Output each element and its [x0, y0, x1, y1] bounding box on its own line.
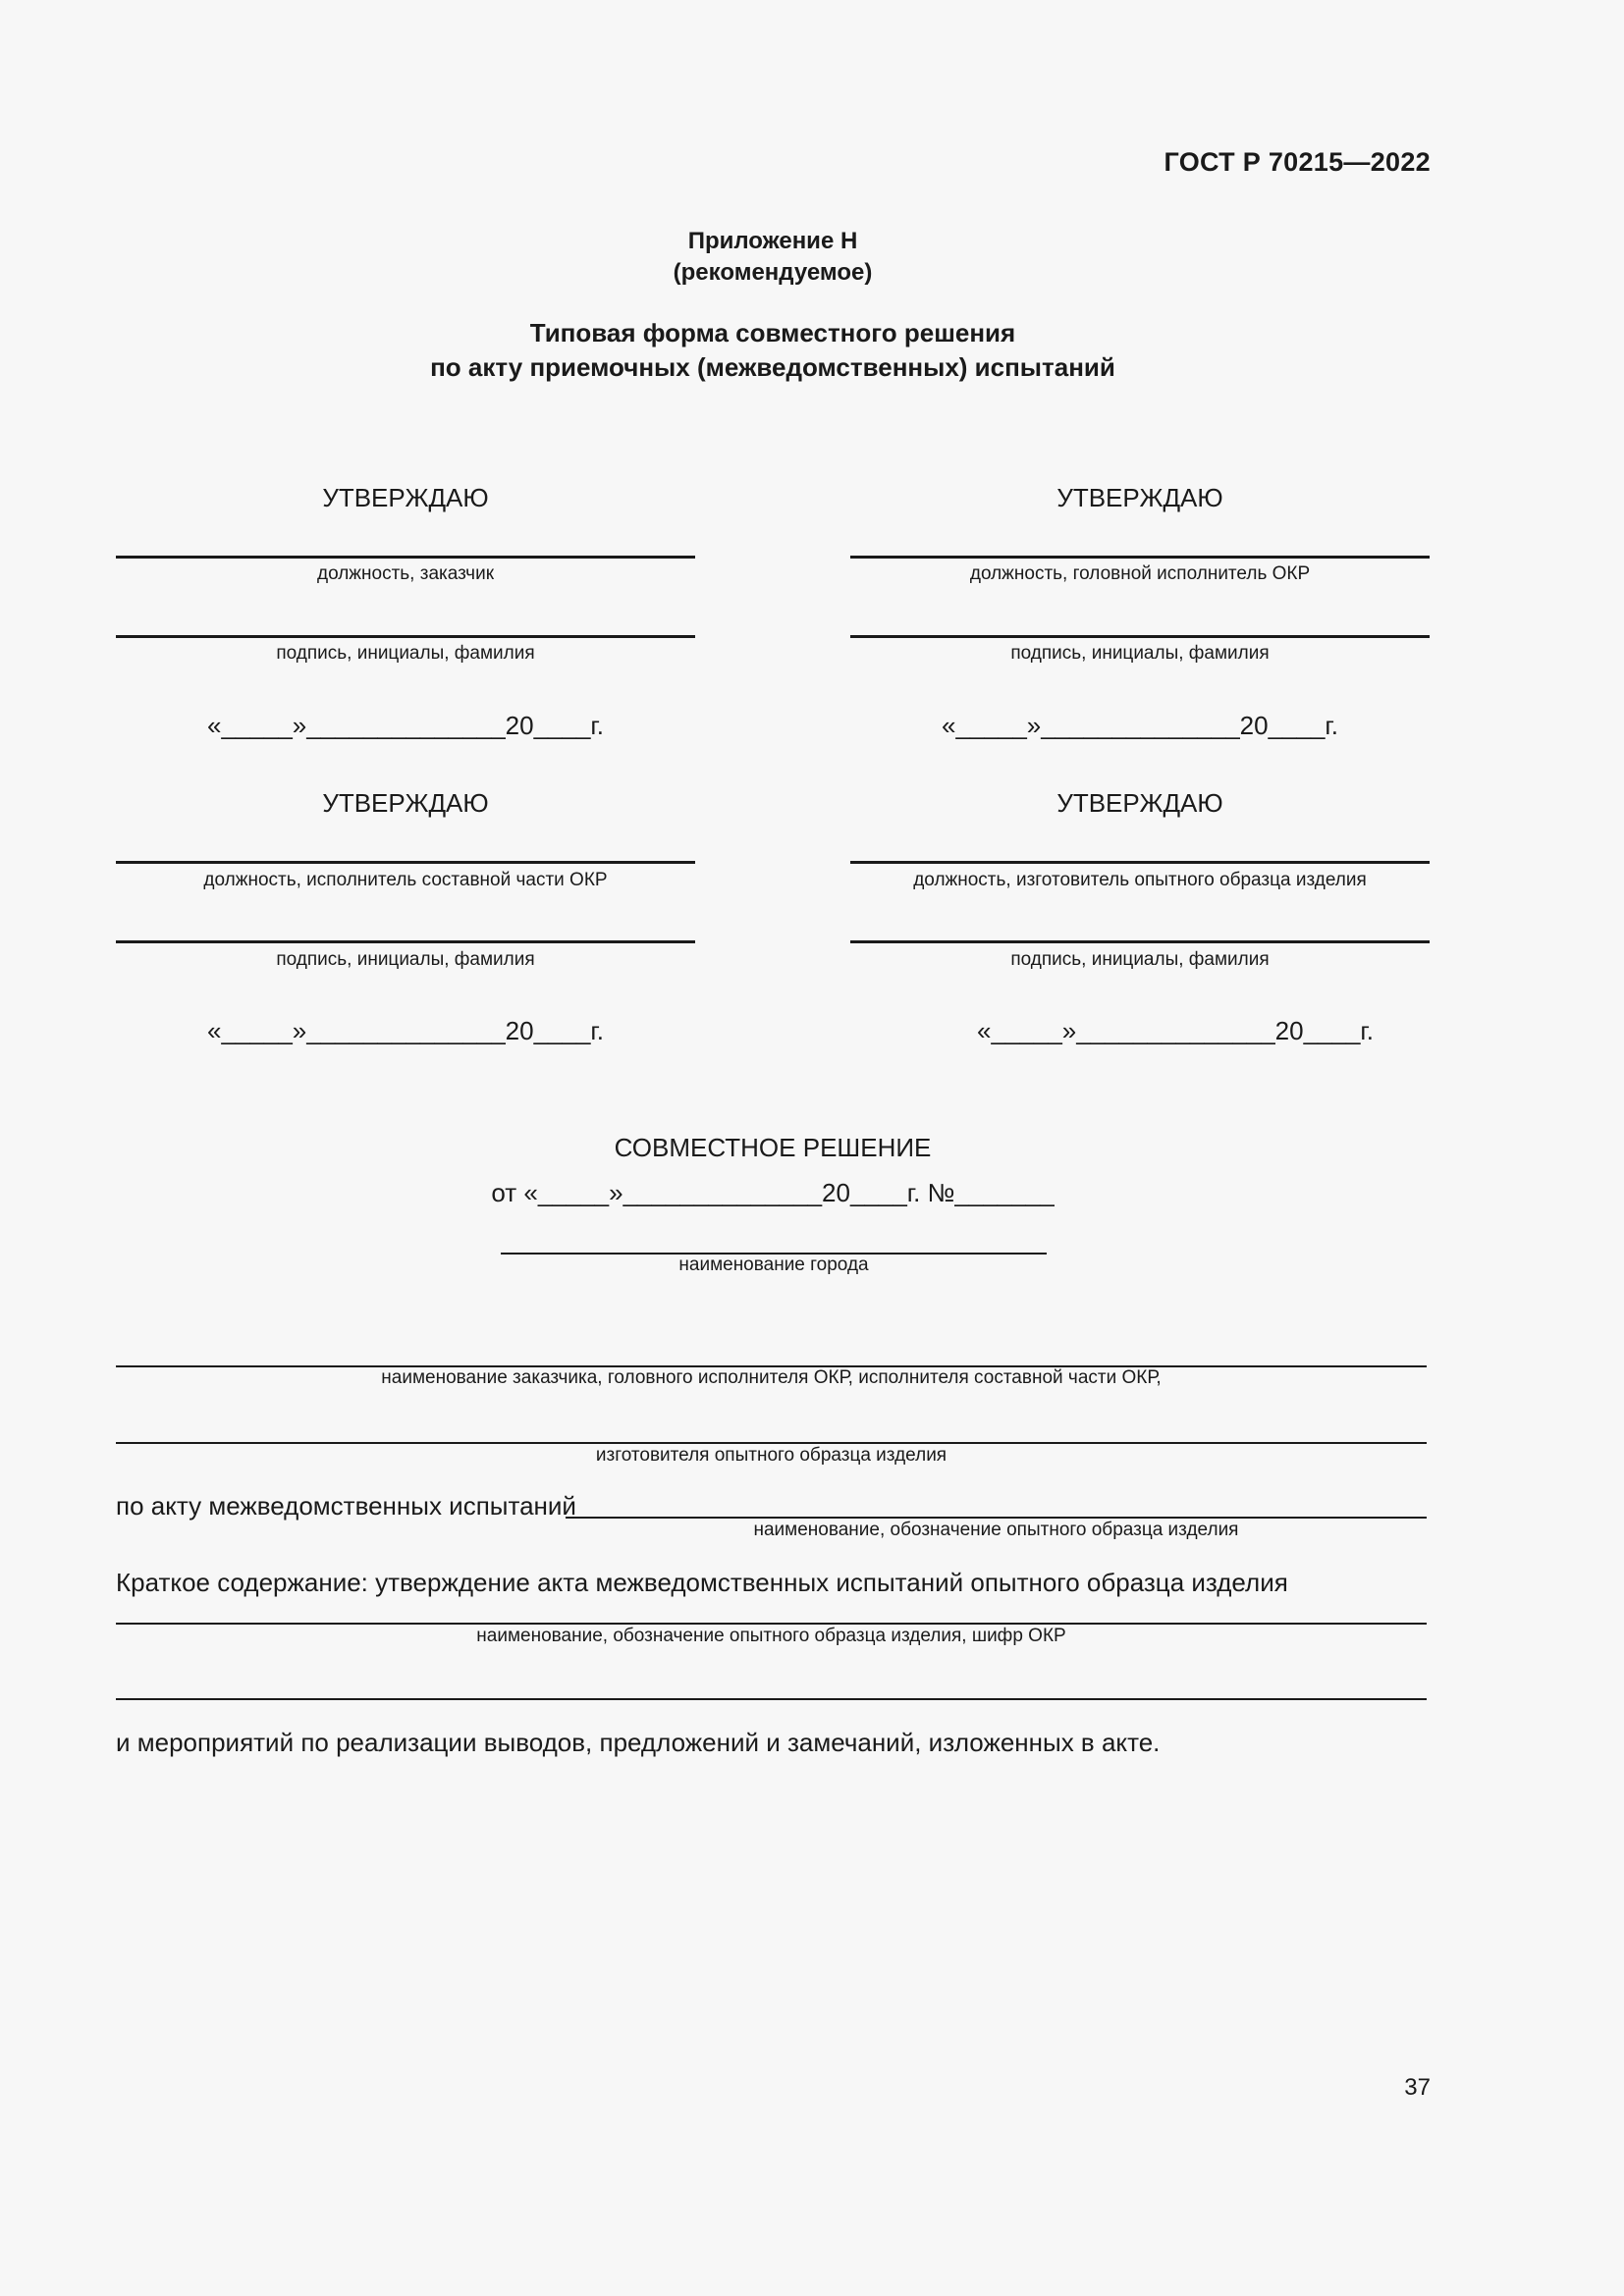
position-line-lead-contractor[interactable] [850, 556, 1430, 559]
appendix-status: (рекомендуемое) [673, 259, 873, 286]
decision-date-number-field[interactable]: от «_____»______________20____г. №_______ [491, 1178, 1055, 1207]
decision-title: СОВМЕСТНОЕ РЕШЕНИЕ [614, 1133, 932, 1162]
city-caption: наименование города [678, 1255, 869, 1275]
position-caption-manufacturer: должность, изготовитель опытного образца изделия [913, 870, 1367, 890]
approval-heading-customer: УТВЕРЖДАЮ [322, 483, 489, 512]
approval-heading-manufacturer: УТВЕРЖДАЮ [1056, 788, 1223, 818]
parties-line-2[interactable] [116, 1442, 1427, 1444]
signature-caption-manufacturer: подпись, инициалы, фамилия [1010, 949, 1270, 970]
signature-line-component-contractor[interactable] [116, 940, 695, 943]
form-title [0, 316, 1545, 385]
date-field-component-contractor[interactable]: «_____»______________20____г. [207, 1016, 604, 1045]
position-caption-component-contractor: должность, исполнитель составной части ОКР [203, 870, 608, 890]
form-title-line2: по акту приемочных (межведомственных) испытаний [430, 352, 1115, 382]
position-caption-lead-contractor: должность, головной исполнитель ОКР [969, 563, 1311, 584]
date-field-customer[interactable]: «_____»______________20____г. [207, 711, 604, 740]
document-code: ГОСТ Р 70215—2022 [1164, 147, 1431, 177]
act-caption: наименование, обозначение опытного образца изделия [753, 1520, 1239, 1540]
parties-caption-2: изготовителя опытного образца изделия [595, 1445, 947, 1466]
form-title-line1: Типовая форма совместного решения [529, 318, 1016, 347]
appendix-heading [0, 226, 1545, 289]
summary-line-2[interactable] [116, 1698, 1427, 1700]
summary-text: Краткое содержание: утверждение акта межведомственных испытаний опытного образца изделия [116, 1568, 1288, 1597]
summary-caption: наименование, обозначение опытного образца изделия, шифр ОКР [476, 1626, 1066, 1646]
signature-line-customer[interactable] [116, 635, 695, 638]
signature-line-lead-contractor[interactable] [850, 635, 1430, 638]
signature-caption-lead-contractor: подпись, инициалы, фамилия [1010, 643, 1270, 664]
act-line[interactable] [566, 1517, 1427, 1519]
position-line-component-contractor[interactable] [116, 861, 695, 864]
approval-heading-component-contractor: УТВЕРЖДАЮ [322, 788, 489, 818]
position-caption-customer: должность, заказчик [316, 563, 495, 584]
act-label: по акту межведомственных испытаний [116, 1491, 576, 1521]
signature-caption-component-contractor: подпись, инициалы, фамилия [276, 949, 535, 970]
position-line-manufacturer[interactable] [850, 861, 1430, 864]
position-line-customer[interactable] [116, 556, 695, 559]
closing-text: и мероприятий по реализации выводов, предложений и замечаний, изложенных в акте. [116, 1728, 1161, 1757]
date-field-manufacturer[interactable]: «_____»______________20____г. [977, 1016, 1374, 1045]
appendix-label: Приложение Н [687, 228, 858, 254]
signature-caption-customer: подпись, инициалы, фамилия [276, 643, 535, 664]
parties-caption-1: наименование заказчика, головного исполнителя ОКР, исполнителя составной части ОКР, [381, 1367, 1162, 1388]
date-field-lead-contractor[interactable]: «_____»______________20____г. [942, 711, 1338, 740]
summary-line-1[interactable] [116, 1623, 1427, 1625]
approval-heading-lead-contractor: УТВЕРЖДАЮ [1056, 483, 1223, 512]
page-number: 37 [1404, 2074, 1431, 2101]
signature-line-manufacturer[interactable] [850, 940, 1430, 943]
